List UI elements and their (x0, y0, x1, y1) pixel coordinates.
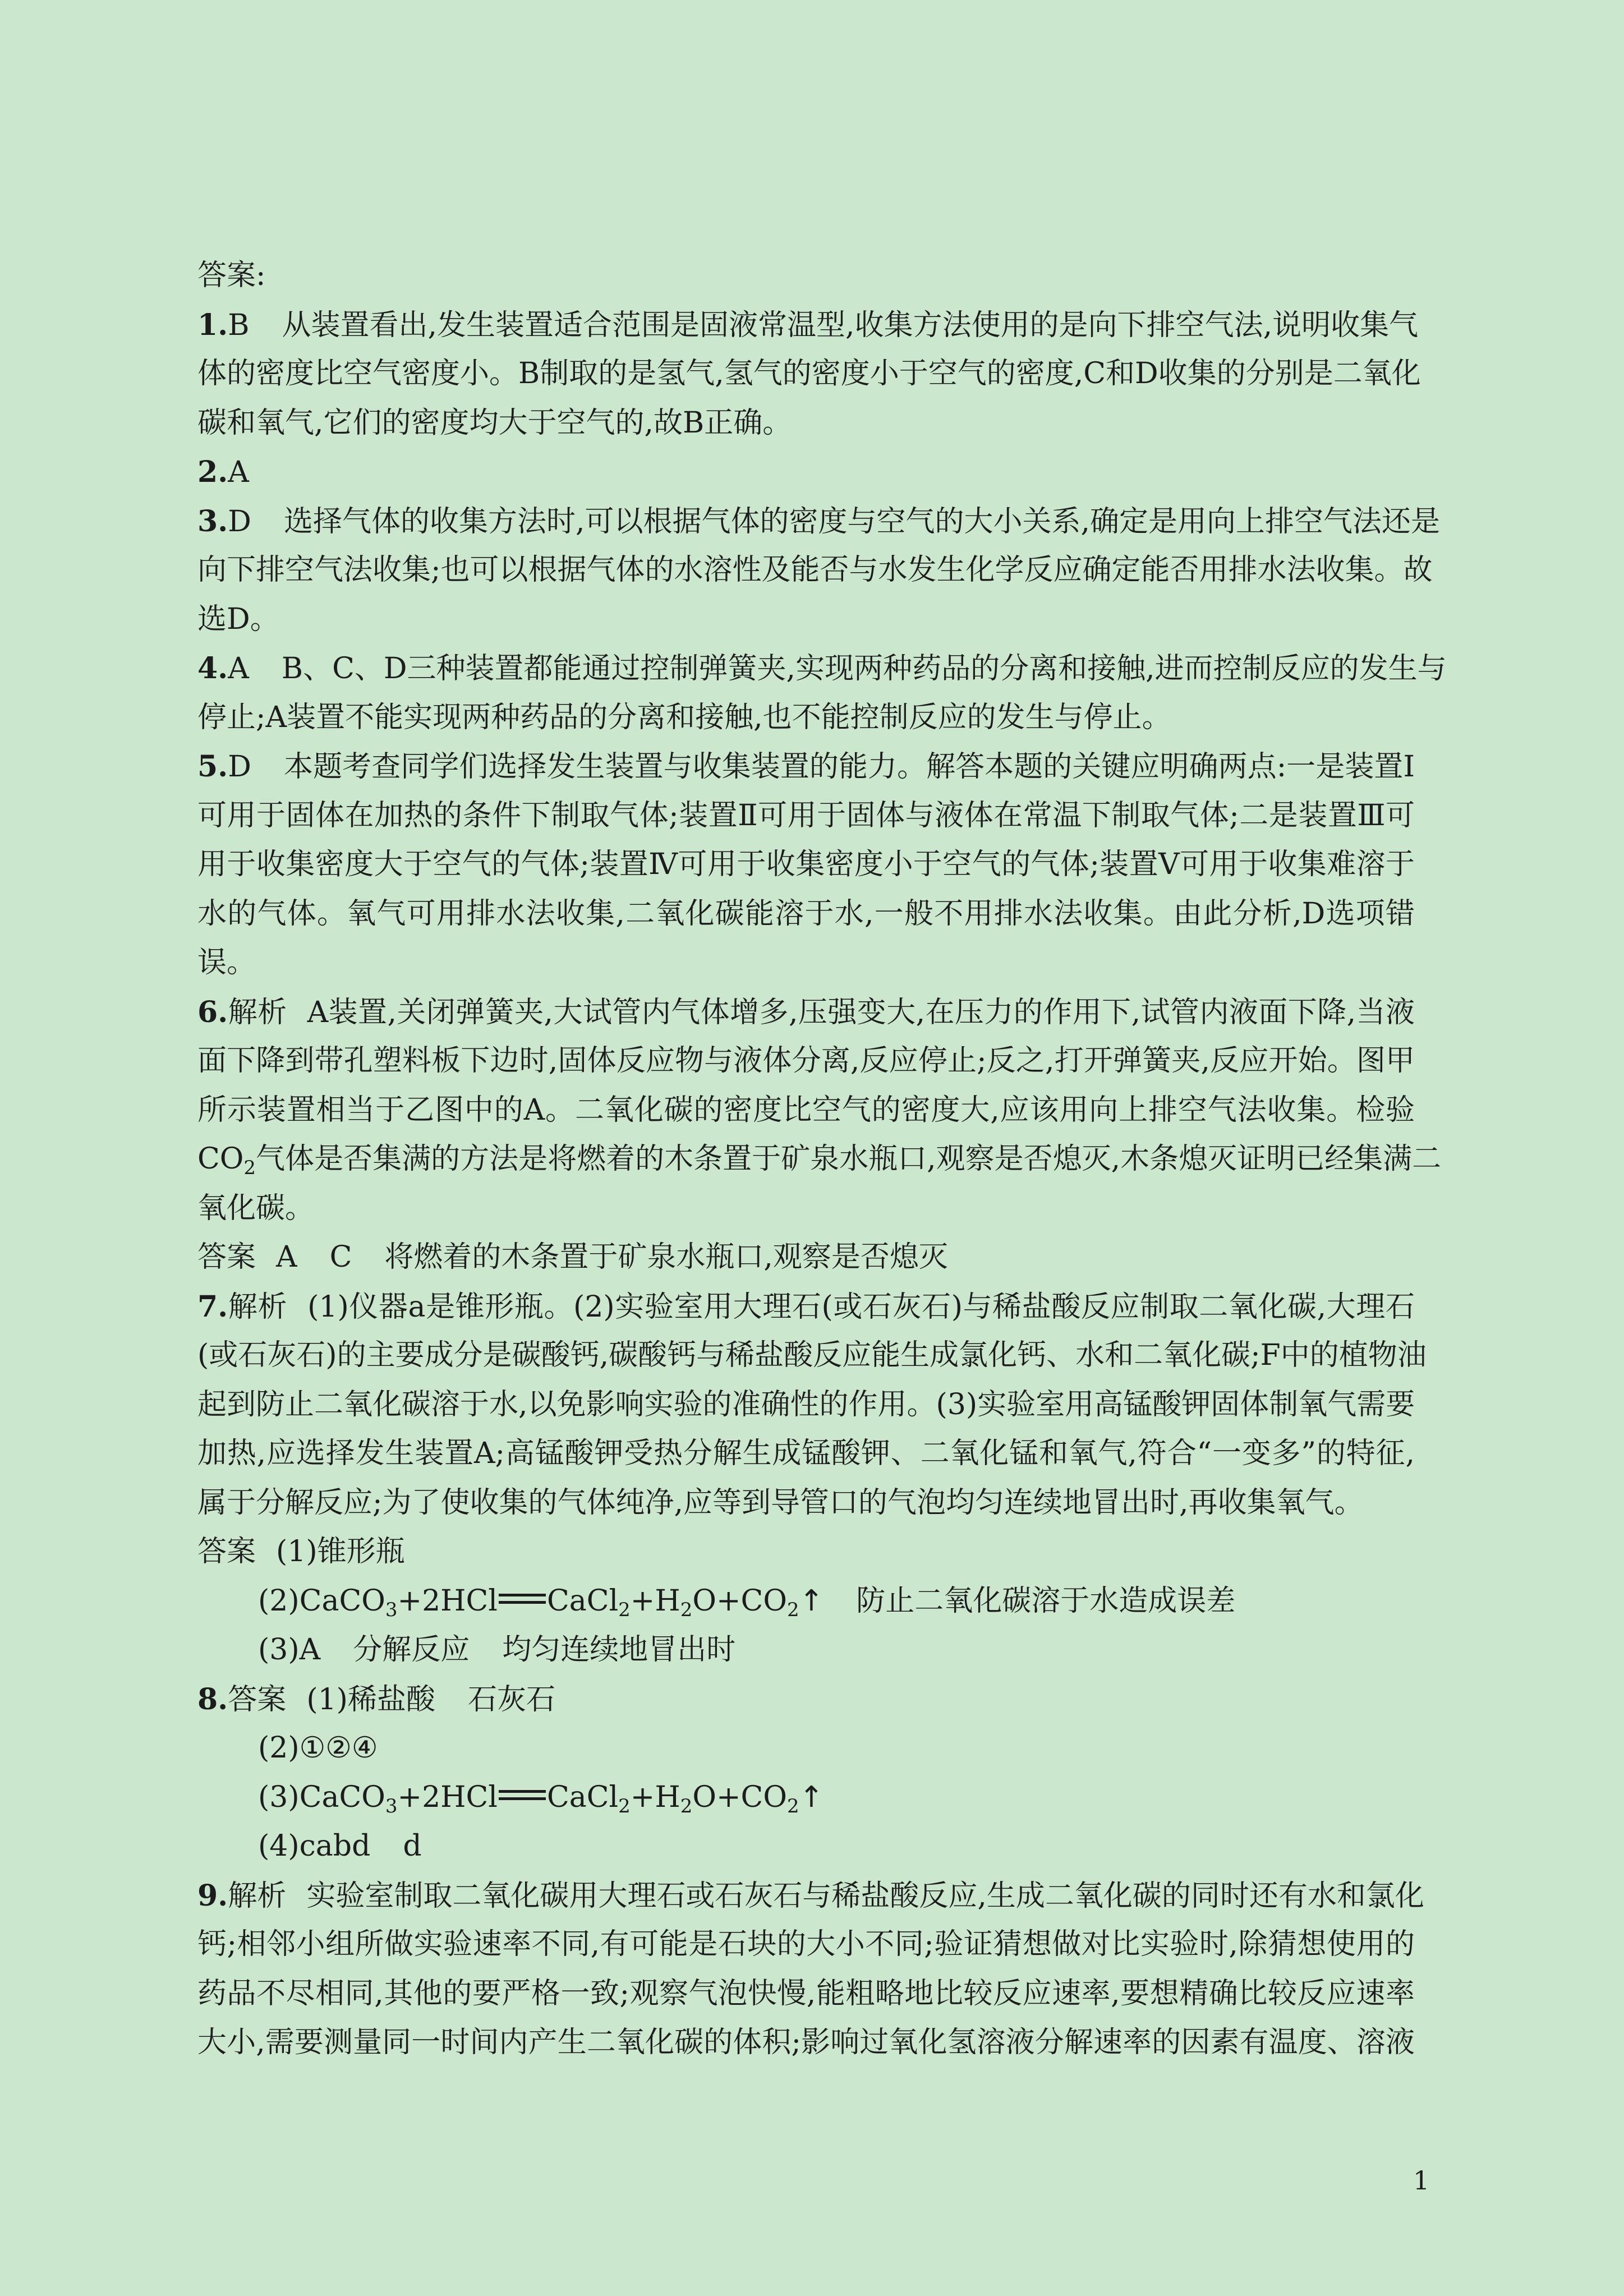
q4-number: 4. (197, 651, 228, 685)
q7-answer-2: (2)CaCO$_3$+2HCl $CaCl_2+H_2O+CO_2↑$ 防止二氧化碳溶于水造成误差 (258, 1584, 1236, 1621)
q8-answer-1: 8.答案 (1)稀盐酸 石灰石 (197, 1682, 555, 1717)
page-number: 1 (1413, 2165, 1430, 2196)
q2-number: 2. (197, 455, 228, 489)
answer-document (197, 251, 1447, 2068)
q7-line-2: (或石灰石)的主要成分是碳酸钙,碳酸钙与稀盐酸反应能生成氯化钙、水和二氧化碳;F中的植物油 (197, 1338, 1427, 1372)
q5-line-1: 5.D 本题考查同学们选择发生装置与收集装置的能力。解答本题的关键应明确两点:一是装置Ⅰ (197, 749, 1415, 784)
q6-line-4: $CO_2$气体是否集满的方法是将燃着的木条置于矿泉水瓶口,观察是否熄灭,木条熄灭证明已经集满二 (197, 1142, 1442, 1179)
q8-answer-4: (4)cabd d (258, 1829, 422, 1863)
q4-line-2: 停止;A装置不能实现两种药品的分离和接触,也不能控制反应的发生与停止。 (197, 700, 1171, 734)
q5-line-5: 误。 (197, 946, 256, 979)
equals-double-line (499, 1790, 546, 1800)
answer-title: 答案: (197, 259, 266, 292)
q7-number: 7. (197, 1289, 228, 1324)
q6-line-2: 面下降到带孔塑料板下边时,固体反应物与液体分离,反应停止;反之,打开弹簧夹,反应开始。图甲 (197, 1044, 1415, 1078)
q4-line-1: 4.A B、C、D三种装置都能通过控制弹簧夹,实现两种药品的分离和接触,进而控制反应的发生与 (197, 651, 1447, 685)
q9-line-3: 药品不尽相同,其他的要严格一致;观察气泡快慢,能粗略地比较反应速率,要想精确比较反应速率 (197, 1976, 1415, 2010)
gas-up-arrow-icon: ↑ (799, 1584, 824, 1618)
q3-line-1: 3.D 选择气体的收集方法时,可以根据气体的密度与空气的大小关系,确定是用向上排空气法还是 (197, 504, 1441, 539)
q6-number: 6. (197, 995, 228, 1029)
q1-number: 1. (197, 307, 228, 342)
q7-line-1: 7.解析 (1)仪器a是锥形瓶。(2)实验室用大理石(或石灰石)与稀盐酸反应制取二氧化碳,大理石 (197, 1289, 1415, 1324)
q7-line-4: 加热,应选择发生装置A;高锰酸钾受热分解生成锰酸钾、二氧化锰和氧气,符合“一变多”的特征, (197, 1437, 1415, 1470)
q9-line-2: 钙;相邻小组所做实验速率不同,有可能是石块的大小不同;验证猜想做对比实验时,除猜想使用的 (197, 1927, 1415, 1961)
gas-up-arrow-icon: ↑ (799, 1780, 824, 1814)
q7-answer-1: 答案 (1)锥形瓶 (197, 1535, 405, 1568)
q9-line-1: 9.解析 实验室制取二氧化碳用大理石或石灰石与稀盐酸反应,生成二氧化碳的同时还有水和氯化 (197, 1878, 1424, 1913)
q1-line-3: 碳和氧气,它们的密度均大于空气的,故B正确。 (197, 406, 792, 440)
q6-answer: 答案 A C 将燃着的木条置于矿泉水瓶口,观察是否熄灭 (197, 1240, 948, 1274)
q3-line-3: 选D。 (197, 602, 279, 636)
equals-double-line (499, 1594, 546, 1604)
q9-number: 9. (197, 1878, 228, 1913)
q3-line-2: 向下排空气法收集;也可以根据气体的水溶性及能否与水发生化学反应确定能否用排水法收集。故 (197, 553, 1433, 587)
q8-number: 8. (197, 1682, 228, 1717)
q3-number: 3. (197, 504, 228, 539)
q1-line-1: 1.B 从装置看出,发生装置适合范围是固液常温型,收集方法使用的是向下排空气法,说明收集气 (197, 307, 1419, 342)
q7-line-3: 起到防止二氧化碳溶于水,以免影响实验的准确性的作用。(3)实验室用高锰酸钾固体制氧气需要 (197, 1387, 1415, 1421)
q5-number: 5. (197, 749, 228, 784)
q5-line-4: 水的气体。氧气可用排水法收集,二氧化碳能溶于水,一般不用排水法收集。由此分析,D选项错 (197, 896, 1415, 931)
q6-line-5: 氧化碳。 (197, 1191, 315, 1225)
q2-line-1: 2.A (197, 455, 249, 489)
q5-line-2: 可用于固体在加热的条件下制取气体;装置Ⅱ可用于固体与液体在常温下制取气体;二是装置Ⅲ可 (197, 798, 1415, 832)
q6-line-3: 所示装置相当于乙图中的A。二氧化碳的密度比空气的密度大,应该用向上排空气法收集。检验 (197, 1093, 1415, 1127)
q5-line-3: 用于收集密度大于空气的气体;装置Ⅳ可用于收集密度小于空气的气体;装置Ⅴ可用于收集难溶于 (197, 848, 1415, 881)
q6-line-1: 6.解析 A装置,关闭弹簧夹,大试管内气体增多,压强变大,在压力的作用下,试管内液面下降,当液 (197, 995, 1415, 1029)
q7-line-5: 属于分解反应;为了使收集的气体纯净,应等到导管口的气泡均匀连续地冒出时,再收集氧气。 (197, 1485, 1364, 1520)
q1-line-2: 体的密度比空气密度小。B制取的是氢气,氢气的密度小于空气的密度,C和D收集的分别是二氧化 (197, 357, 1421, 390)
q8-answer-2: (2)①②④ (258, 1731, 378, 1765)
q9-line-4: 大小,需要测量同一时间内产生二氧化碳的体积;影响过氧化氢溶液分解速率的因素有温度、溶液 (197, 2026, 1415, 2059)
q7-answer-3: (3)A 分解反应 均匀连续地冒出时 (258, 1633, 736, 1667)
q8-answer-3: (3)CaCO$_3$+2HCl $CaCl_2+H_2O+CO_2↑$ (258, 1780, 824, 1818)
